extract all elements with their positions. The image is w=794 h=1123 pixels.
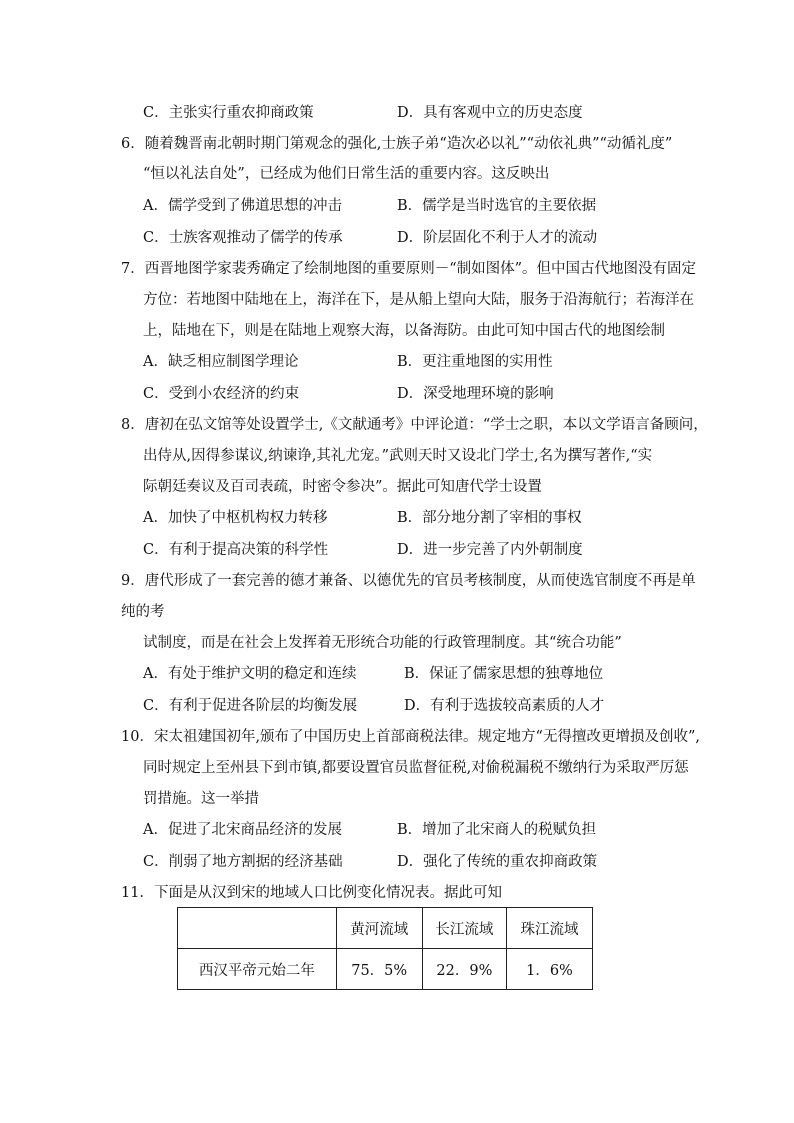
q9-option-b: B．保证了儒家思想的独尊地位 <box>404 666 604 682</box>
q7-stem-line1: 7．西晋地图学家裴秀确定了绘制地图的重要原则－“制如图体”。但中国古代地图没有固定 <box>121 261 697 277</box>
q10-stem-line1: 10．宋太祖建国初年,颁布了中国历史上首部商税法律。规定地方“无得擅改更增损及创收”, <box>121 729 700 745</box>
table-row <box>178 949 593 990</box>
table-cell: 西汉平帝元始二年 <box>178 949 337 990</box>
q7-stem-line3: 上，陆地在下，则是在陆地上观察大海，以备海防。由此可知中国古代的地图绘制 <box>143 323 665 339</box>
q7-option-b: B．更注重地图的实用性 <box>397 354 553 370</box>
q10-option-c: C．削弱了地方割据的经济基础 <box>143 854 343 870</box>
q9-option-d: D．有利于选拔较高素质的人才 <box>404 698 605 714</box>
table-header-row <box>178 908 593 949</box>
q8-stem-line1: 8．唐初在弘文馆等处设置学士,《文献通考》中评论道：“学士之职，本以文学语言备顾问， <box>121 417 708 433</box>
table-cell: 1．6% <box>506 949 592 990</box>
q10-option-b: B．增加了北宋商人的税赋负担 <box>397 822 597 838</box>
q10-option-a: A．促进了北宋商品经济的发展 <box>143 822 342 838</box>
q7-option-d: D．深受地理环境的影响 <box>397 386 554 402</box>
q6-option-a: A．儒学受到了佛道思想的冲击 <box>143 198 342 214</box>
q6-option-c: C．士族客观推动了儒学的传承 <box>143 230 343 246</box>
q6-stem-line2: “恒以礼法自处”，已经成为他们日常生活的重要内容。这反映出 <box>143 166 550 182</box>
q10-stem-line2: 同时规定上至州县下到市镇,都要设置官员监督征税,对偷税漏税不缴纳行为采取严厉惩 <box>143 760 689 776</box>
q7-option-a: A．缺乏相应制图学理论 <box>143 354 299 370</box>
q11-stem-line1: 11．下面是从汉到宋的地域人口比例变化情况表。据此可知 <box>121 885 502 901</box>
q8-option-b: B．部分地分割了宰相的事权 <box>397 510 582 526</box>
table-header-cell: 黄河流域 <box>336 908 422 949</box>
q9-stem-line3: 试制度，而是在社会上发挥着无形统合功能的行政管理制度。其“统合功能” <box>143 635 622 651</box>
q10-stem-line3: 罚措施。这一举措 <box>143 791 259 807</box>
q6-option-b: B．儒学是当时选官的主要依据 <box>397 198 597 214</box>
table-cell: 22．9% <box>422 949 506 990</box>
table-header-cell <box>178 908 337 949</box>
q9-option-a: A．有处于维护文明的稳定和连续 <box>143 666 357 682</box>
q10-option-d: D．强化了传统的重农抑商政策 <box>397 854 598 870</box>
q6-stem-line1: 6．随着魏晋南北朝时期门第观念的强化,士族子弟“造次必以礼”“动依礼典”“动循礼度” <box>121 136 673 152</box>
q7-stem-line2: 方位：若地图中陆地在上，海洋在下，是从船上望向大陆，服务于沿海航行；若海洋在 <box>143 292 694 308</box>
q5-option-c: C．主张实行重农抑商政策 <box>143 105 314 121</box>
q9-option-c: C．有利于促进各阶层的均衡发展 <box>143 698 358 714</box>
q8-stem-line2: 出侍从,因得参谋议,纳谏诤,其礼尤宠。”武则天时又设北门学士,名为撰写著作,“实 <box>143 448 653 464</box>
table-header-cell: 珠江流域 <box>506 908 592 949</box>
q5-option-d: D．具有客观中立的历史态度 <box>397 105 583 121</box>
q6-option-d: D．阶层固化不利于人才的流动 <box>397 230 598 246</box>
q9-stem-line2: 纯的考 <box>121 604 165 620</box>
population-ratio-table <box>177 907 593 990</box>
q9-stem-line1: 9．唐代形成了一套完善的德才兼备、以德优先的官员考核制度，从而使选官制度不再是单 <box>121 573 696 589</box>
q8-option-a: A．加快了中枢机构权力转移 <box>143 510 328 526</box>
table-cell: 75．5% <box>336 949 422 990</box>
table-header-cell: 长江流域 <box>422 908 506 949</box>
q7-option-c: C．受到小农经济的约束 <box>143 386 300 402</box>
q8-option-d: D．进一步完善了内外朝制度 <box>397 542 583 558</box>
q8-option-c: C．有利于提高决策的科学性 <box>143 542 329 558</box>
q8-stem-line3: 际朝廷奏议及百司表疏，时密令参决”。据此可知唐代学士设置 <box>143 479 542 495</box>
